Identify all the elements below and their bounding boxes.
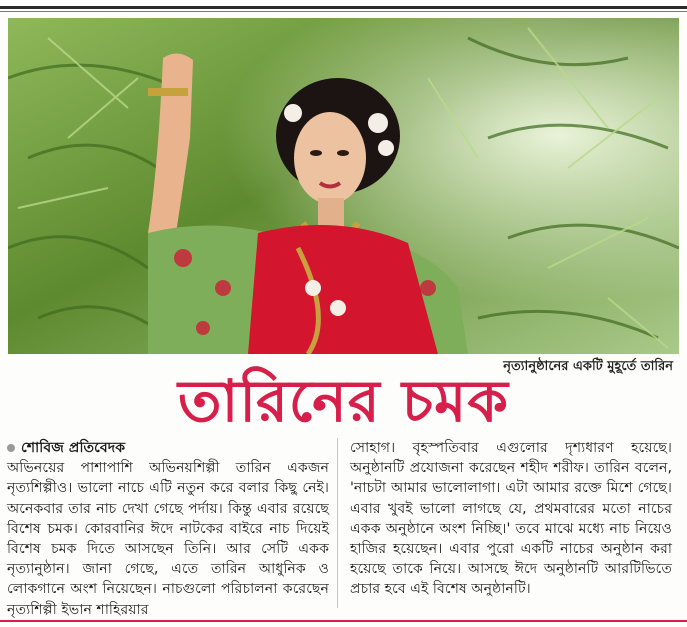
bottom-rule [0,620,687,622]
body-text-left: অভিনয়ের পাশাপাশি অভিনয়শিল্পী তারিন একজন নৃত্যশিল্পীও। ভালো নাচে এটি নতুন করে বলার কিছু নেই। অনেকবার তার নাচ দেখা গেছে পর্দায়। কিন্তু এবার রয়েছে বিশেষ চমক। কোরবানির ঈদে নাটকের বাইরে নাচ দিয়েই বিশেষ চমক দিতে আসছেন তিনি। আর সেটি একক নৃত্যানুষ্ঠান। জানা গেছে, এতে তারিন আধুনিক ও লোকগানে অংশ নিয়েছেন। নাচগুলো পরিচালনা করেছেন নৃত্যশিল্পী ইভান শাহিরয়ার [7,460,329,618]
article-photo [8,18,679,354]
top-rule [0,6,687,9]
article-column-left [7,438,329,620]
headline: তারিনের চমক [178,367,509,435]
byline-text: শোবিজ প্রতিবেদক [21,440,126,456]
bullet-icon [7,444,15,452]
top-rule-thin [0,11,687,12]
body-text-right: সোহাগ। বৃহস্পতিবার এগুলোর দৃশ্যধারণ হয়েছে। অনুষ্ঠানটি প্রযোজনা করেছেন শহীদ শরীফ। তারিন বলেন, 'নাচটা আমার ভালোলাগা। এটা আমার রক্তে মিশে গেছে। এবার খুবই ভালো লাগছে যে, প্রথমবারের মতো নাচের একক অনুষ্ঠানে অংশ নিচ্ছি।' তবে মাঝে মধ্যে নাচ নিয়েও হাজির হয়েছেন। এবার পুরো একটি নাচের অনুষ্ঠান করা হয়েছে তাকে নিয়ে। আসছে ঈদে অনুষ্ঠানটি আরটিভিতে প্রচার হবে এই বিশেষ অনুষ্ঠানটি। [350,440,672,598]
column-divider [337,438,338,608]
article-column-right [350,438,672,600]
byline [7,438,329,458]
photo-caption: নৃত্যানুষ্ঠানের একটি মুহূর্তে তারিন [503,359,673,374]
